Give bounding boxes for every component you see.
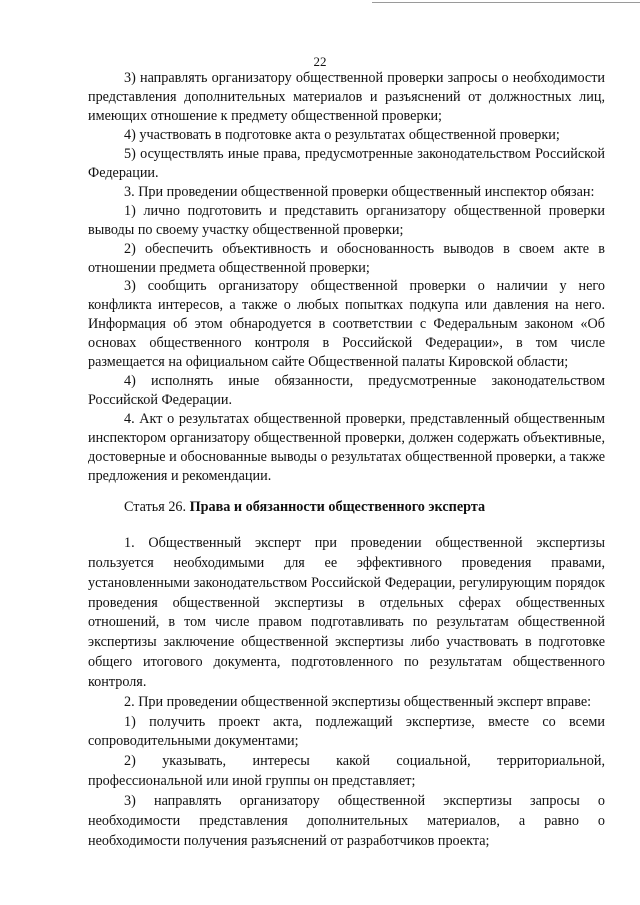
scan-edge-line: [372, 2, 640, 3]
paragraph: 2) указывать, интересы какой социальной, территориальной, профессиональной или иной группы он представляет;: [88, 753, 605, 790]
paragraph: 3) сообщить организатору общественной проверки о наличии у него конфликта интересов, а также о любых попытках подкупа или давления на него. Информация об этом обнародуется в соответствии с Федеральным законом «Об основах общественного контроля в Российской Федерации», в том числе размещается на официальном сайте Общественной палаты Кировской области;: [88, 278, 605, 371]
section-inspector-rights-duties: [88, 69, 605, 486]
article-number: Статья 26.: [124, 499, 187, 515]
article-title: Права и обязанности общественного эксперта: [189, 499, 486, 515]
paragraph: 4) участвовать в подготовке акта о результатах общественной проверки;: [124, 126, 560, 143]
paragraph: 2) обеспечить объективность и обоснованность выводов в своем акте в отношении предмета общественной проверки;: [88, 240, 605, 276]
section-expert-rights-duties: [88, 534, 605, 852]
paragraph: 3) направлять организатору общественной экспертизы запросы о необходимости представления дополнительных материалов, а равно о необходимости получения разъяснений от разработчиков проекта;: [88, 792, 605, 849]
paragraph: 1) лично подготовить и представить организатору общественной проверки выводы по своему участку общественной проверки;: [88, 202, 605, 238]
paragraph: 5) осуществлять иные права, предусмотренные законодательством Российской Федерации.: [88, 145, 605, 181]
page-number: 22: [313, 54, 327, 69]
paragraph: 4. Акт о результатах общественной проверки, представленный общественным инспектором организатору общественной проверки, должен содержать объективные, достоверные и обоснованные выводы о результатах общественной проверки, а также предложения и рекомендации.: [88, 411, 605, 485]
paragraph: 2. При проведении общественной экспертизы общественный эксперт вправе:: [124, 693, 592, 710]
paragraph: 4) исполнять иные обязанности, предусмотренные законодательством Российской Федерации.: [88, 373, 605, 409]
article-heading: [124, 497, 485, 517]
paragraph: 3. При проведении общественной проверки общественный инспектор обязан:: [124, 183, 595, 200]
paragraph: 3) направлять организатору общественной проверки запросы о необходимости представления дополнительных материалов и разъяснений от должностных лиц, имеющих отношение к предмету общественной проверки;: [88, 70, 605, 124]
paragraph: 1) получить проект акта, подлежащий экспертизе, вместе со всеми сопроводительными документами;: [88, 713, 605, 750]
paragraph: 1. Общественный эксперт при проведении общественной экспертизы пользуется необходимыми для ее эффективного проведения правами, установленными законодательством Российской Федерации, регулирующим порядок проведения общественной экспертизы в отдельных сферах общественных отношений, в том числе правом подготавливать по результатам общественной экспертизы заключение общественной экспертизы либо участвовать в подготовке общего итогового документа, подготовленного по результатам общественного контроля.: [88, 535, 605, 690]
